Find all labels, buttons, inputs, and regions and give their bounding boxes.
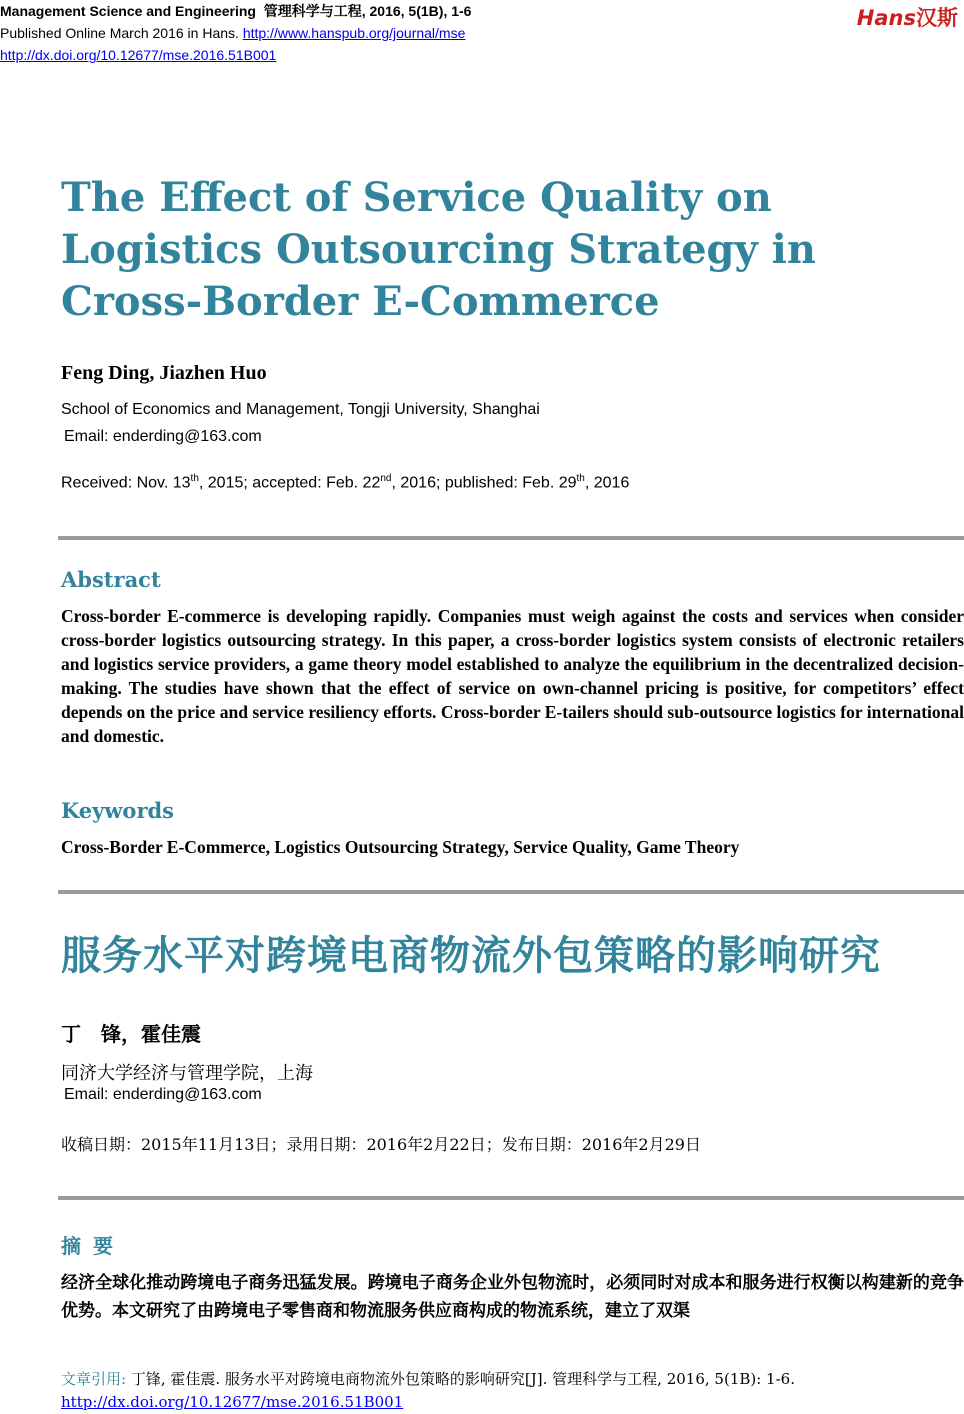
keywords-en: Cross-Border E-Commerce, Logistics Outsourcing Strategy, Service Quality, Game Theory [61, 837, 740, 857]
citation-text: 丁锋, 霍佳震. 服务水平对跨境电商物流外包策略的影响研究[J]. 管理科学与工程, 2016, 5(1B): 1-6. [130, 1370, 795, 1388]
divider [58, 1196, 964, 1200]
received-dates-en [61, 473, 629, 492]
journal-name-cn: 管理科学与工程, 2016, 5(1B), 1-6 [263, 3, 472, 19]
published-line [0, 22, 471, 44]
received-part: , 2016; published: Feb. 29 [391, 474, 577, 492]
received-part: , 2016 [584, 474, 630, 492]
received-sup: nd [380, 473, 392, 484]
received-dates-cn: 收稿日期：2015年11月13日；录用日期：2016年2月22日；发布日期：2016年2月29日 [61, 1135, 701, 1154]
authors-cn: 丁 锋，霍佳震 [61, 1022, 201, 1046]
abstract-heading-cn: 摘要 [61, 1234, 125, 1258]
doi-link[interactable]: http://dx.doi.org/10.12677/mse.2016.51B001 [0, 47, 277, 63]
received-part: Received: Nov. 13 [61, 474, 191, 492]
paper-title-cn: 服务水平对跨境电商物流外包策略的影响研究 [61, 933, 881, 979]
abstract-cn: 经济全球化推动跨境电子商务迅猛发展。跨境电子商务企业外包物流时，必须同时对成本和服务进行权衡以构建新的竞争优势。本文研究了由跨境电子零售商和物流服务供应商构成的物流系统，建立了双渠 [61, 1273, 964, 1321]
hans-logo-cn: 汉斯 [916, 6, 958, 30]
authors-en: Feng Ding, Jiazhen Huo [61, 362, 267, 384]
affiliation-en: School of Economics and Management, Tongji University, Shanghai [61, 401, 540, 418]
abstract-en: Cross-border E-commerce is developing rapidly. Companies must weigh against the costs and services when consider cross-border logistics outsourcing strategy. In this paper, a cross-border logistics system consists of electronic retailers and logistics service providers, a game theory model established to analyze the equilibrium in the decentralized decision-making. The studies have shown that the effect of service on own-channel pricing is positive, for competitors’ effect depends on the price and service resiliency efforts. Cross-border E-tailers should sub-outsource logistics for international and domestic. [61, 606, 964, 746]
received-part: , 2015; accepted: Feb. 22 [198, 474, 381, 492]
hans-logo [857, 2, 958, 32]
received-sup: th [190, 473, 199, 484]
published-prefix: Published Online March 2016 in Hans. [0, 25, 239, 41]
journal-header [0, 0, 471, 66]
abstract-heading-en: Abstract [61, 567, 161, 592]
journal-url-link[interactable]: http://www.hanspub.org/journal/mse [242, 25, 466, 41]
divider [58, 890, 964, 894]
received-sup: th [576, 473, 585, 484]
email-en: Email: enderding@163.com [64, 428, 262, 445]
affiliation-cn: 同济大学经济与管理学院，上海 [61, 1063, 313, 1084]
journal-name-en: Management Science and Engineering [0, 3, 256, 19]
journal-name-line [0, 0, 471, 22]
email-cn: Email: enderding@163.com [64, 1086, 262, 1103]
citation-label: 文章引用: [61, 1370, 127, 1388]
divider [58, 536, 964, 540]
hans-logo-text: Hans [856, 6, 916, 30]
citation [61, 1368, 795, 1414]
keywords-heading-en: Keywords [61, 798, 175, 823]
paper-title-en: The Effect of Service Quality on Logistics Outsourcing Strategy in Cross-Border E-Commerce [61, 174, 816, 325]
citation-doi-link[interactable]: http://dx.doi.org/10.12677/mse.2016.51B001 [61, 1393, 404, 1411]
